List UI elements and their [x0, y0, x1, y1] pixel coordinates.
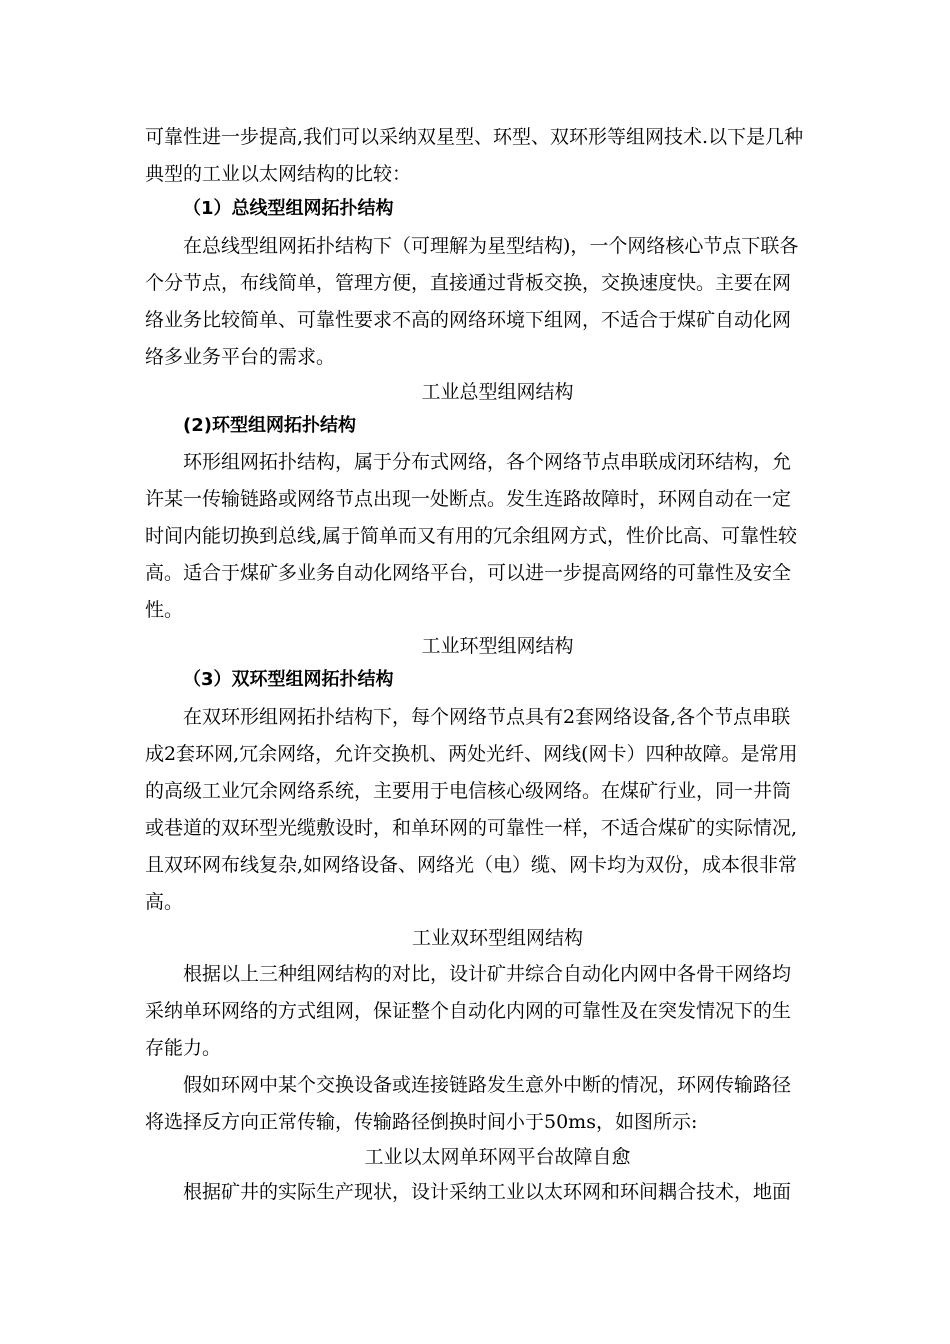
- body-text-line: 性。: [145, 599, 184, 621]
- section-heading-dual-ring-topology: （3）双环型组网拓扑结构: [183, 669, 394, 690]
- body-text-line: 将选择反方向正常传输，传输路径倒换时间小于50ms，如图所示:: [145, 1111, 698, 1133]
- body-text-line: 的高级工业冗余网络系统，主要用于电信核心级网络。在煤矿行业，同一井筒: [145, 780, 792, 802]
- body-text-line: 在总线型组网拓扑结构下（可理解为星型结构)，一个网络核心节点下联各: [183, 235, 799, 257]
- body-text-line: 个分节点，布线简单，管理方便，直接通过背板交换，交换速度快。主要在网: [145, 272, 792, 294]
- body-text-line: 络业务比较简单、可靠性要求不高的网络环境下组网，不适合于煤矿自动化网: [145, 309, 792, 331]
- body-text-line: 高。: [145, 891, 184, 913]
- body-text-line: 络多业务平台的需求。: [145, 346, 336, 368]
- figure-caption: 工业环型组网结构: [421, 635, 574, 657]
- body-text-line: 高。适合于煤矿多业务自动化网络平台，可以进一步提高网络的可靠性及安全: [145, 562, 792, 584]
- body-text-line: 根据以上三种组网结构的对比，设计矿井综合自动化内网中各骨干网络均: [183, 963, 792, 985]
- body-text-line: 环形组网拓扑结构，属于分布式网络，各个网络节点串联成闭环结构，允: [183, 451, 792, 473]
- figure-caption: 工业总型组网结构: [421, 381, 574, 403]
- figure-caption: 工业双环型组网结构: [411, 927, 583, 949]
- body-text-line: 存能力。: [145, 1037, 222, 1059]
- body-text-line: 成2套环网,冗余网络，允许交换机、两处光纤、网线(网卡）四种故障。是常用: [145, 743, 798, 765]
- body-text-line: 时间内能切换到总线,属于简单而又有用的冗余组网方式，性价比高、可靠性较: [145, 525, 798, 547]
- body-text-line: 许某一传输链路或网络节点出现一处断点。发生连路故障时，环网自动在一定: [145, 488, 792, 510]
- body-text-line: 可靠性进一步提高,我们可以采纳双星型、环型、双环形等组网技术.以下是几种: [145, 126, 804, 148]
- body-text-line: 或巷道的双环型光缆敷设时，和单环网的可靠性一样，不适合煤矿的实际情况,: [145, 817, 798, 839]
- body-text-line: 假如环网中某个交换设备或连接链路发生意外中断的情况，环网传输路径: [183, 1074, 792, 1096]
- body-text-line: 典型的工业以太网结构的比较：: [145, 163, 412, 185]
- body-text-line: 采纳单环网络的方式组网，保证整个自动化内网的可靠性及在突发情况下的生: [145, 1000, 792, 1022]
- figure-caption: 工业以太网单环网平台故障自愈: [364, 1146, 631, 1168]
- body-text-line: 在双环形组网拓扑结构下，每个网络节点具有2套网络设备,各个节点串联: [183, 706, 791, 728]
- body-text-line: 根据矿井的实际生产现状，设计采纳工业以太环网和环间耦合技术，地面: [183, 1181, 792, 1203]
- section-heading-ring-topology: (2)环型组网拓扑结构: [183, 415, 356, 436]
- section-heading-bus-topology: （1）总线型组网拓扑结构: [183, 198, 394, 219]
- body-text-line: 且双环网布线复杂,如网络设备、网络光（电）缆、网卡均为双份，成本很非常: [145, 854, 798, 876]
